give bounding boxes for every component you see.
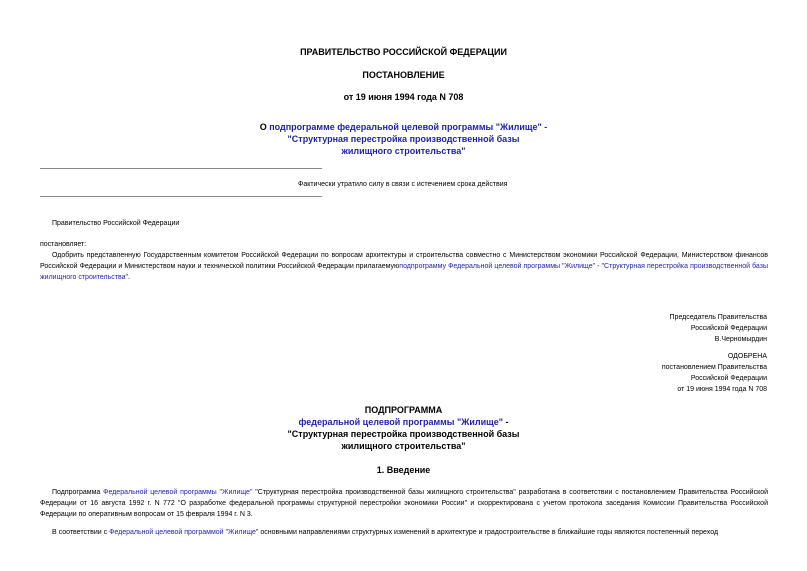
document-title (0, 121, 807, 157)
document-date: от 19 июня 1994 года N 708 (343, 92, 464, 102)
subprogram-heading: ПОДПРОГРАММА (364, 405, 443, 415)
resolution-paragraph (40, 250, 768, 283)
intro-p2-link[interactable]: Федеральной целевой программой "Жилище" (109, 529, 259, 536)
government-title: ПРАВИТЕЛЬСТВО РОССИЙСКОЙ ФЕДЕРАЦИИ (300, 47, 507, 57)
intro-p1-rest: "Структурная перестройка производственной базы жилищного строительства" разработана в соответствии с постановлением Правительства Российской Федерации от 16 августа 1992 г. N 772 "О разработке федеральной программы структурной перестройки экономики России" и скорректирована с учетом протокола заседания Комиссии Правительства Российской Федерации по оперативным вопросам от 15 февраля 1994 г. N 3. (40, 489, 769, 518)
subprogram-line-4: жилищного строительства" (341, 441, 466, 451)
intro-p2-start: В соответствии с (52, 529, 110, 536)
resolution-end: . (128, 274, 130, 281)
approval-line-2: постановлением Правительства (661, 364, 767, 371)
divider-top (40, 168, 322, 169)
resolves-label: постановляет: (40, 241, 87, 248)
document-type: ПОСТАНОВЛЕНИЕ (362, 70, 445, 80)
title-line-2[interactable]: "Структурная перестройка производственной базы (287, 134, 520, 144)
approval-line-4: от 19 июня 1994 года N 708 (677, 386, 767, 393)
approval-line-1: ОДОБРЕНА (727, 353, 767, 360)
approval-line-3: Российской Федерации (690, 375, 767, 382)
subprogram-title (0, 404, 807, 452)
intro-p2-rest: основными направлениями структурных изменений в архитектуре и градостроительстве в ближайшие годы являются постепенный переход (258, 529, 719, 536)
issuer: Правительство Российской Федерации (52, 220, 180, 227)
subprogram-program-link[interactable]: федеральной целевой программы "Жилище" (298, 417, 504, 427)
signature-block (670, 312, 767, 345)
intro-paragraph-2 (40, 527, 768, 538)
signature-line-1: Председатель Правительства (669, 314, 767, 321)
intro-paragraph-1 (40, 487, 768, 520)
section-heading: 1. Введение (376, 465, 431, 475)
intro-p1-link[interactable]: Федеральной целевой программы "Жилище" (103, 489, 253, 496)
signature-line-2: Российской Федерации (690, 325, 767, 332)
approval-block (662, 351, 767, 395)
subprogram-link[interactable]: подпрограмму Федеральной целевой программы "Жилище" - "Структурная перестройка производственной базы жилищного строительства" (40, 263, 768, 281)
title-link[interactable]: подпрограмме федеральной целевой программы "Жилище" - (269, 122, 548, 132)
status-note: Фактически утратило силу в связи с истечением срока действия (298, 181, 508, 188)
intro-p1-start: Подпрограмма (52, 489, 104, 496)
title-line-3[interactable]: жилищного строительства" (341, 146, 466, 156)
resolution-text: Одобрить представленную Государственным комитетом Российской Федерации по вопросам архитектуры и строительства совместно с Министерством экономики Российской Федерации, Министерством финансов Российской Федерации и Министерством науки и технической политики Российской Федерации прилагаемую (40, 252, 768, 270)
subprogram-line-3: "Структурная перестройка производственной базы (287, 429, 520, 439)
title-prefix: О (259, 122, 270, 132)
signature-line-3: В.Черномырдин (714, 336, 767, 343)
subprogram-dash: - (503, 417, 509, 427)
divider-bottom (40, 196, 322, 197)
